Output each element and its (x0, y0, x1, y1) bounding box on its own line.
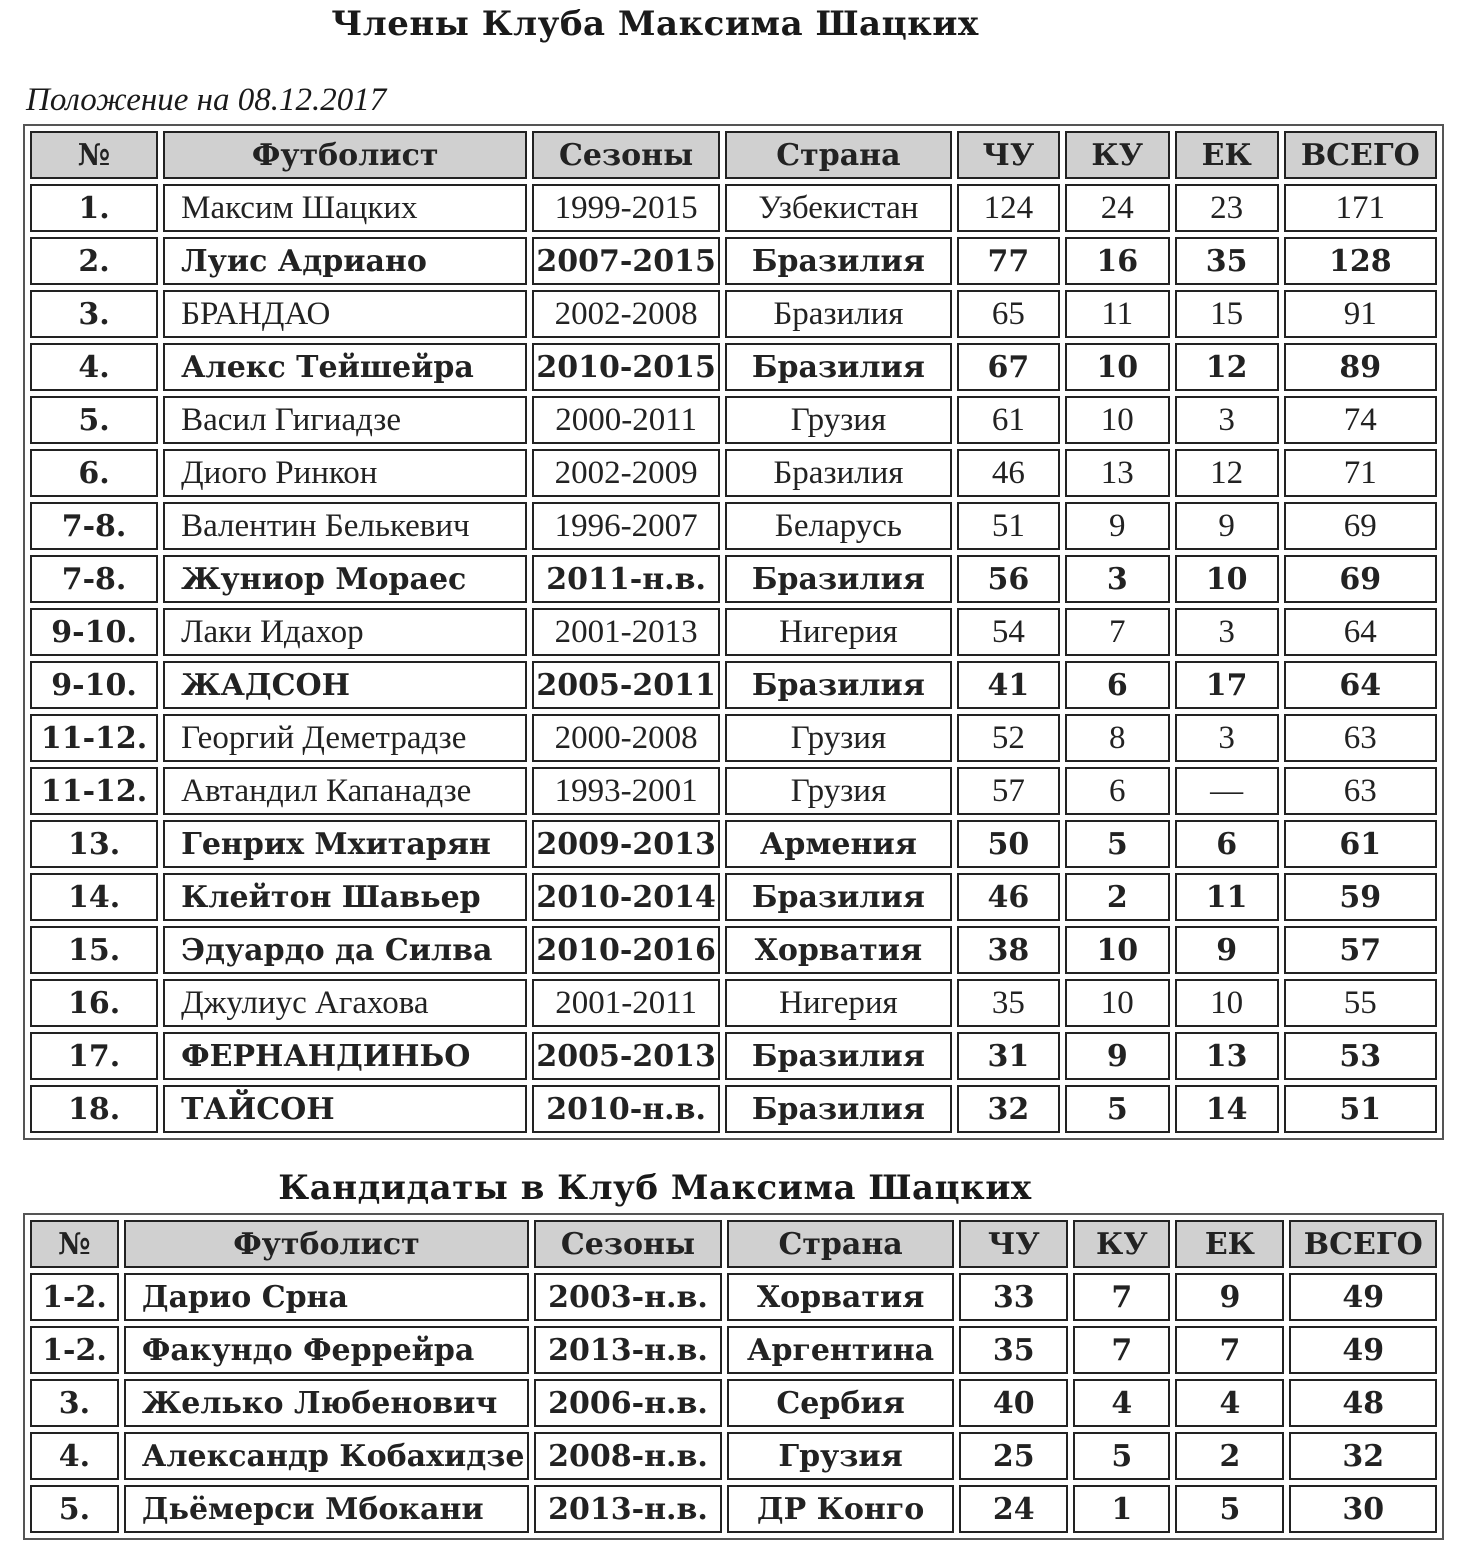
cell-chu: 32 (957, 1085, 1060, 1133)
cell-chu: 67 (957, 343, 1060, 391)
cell-country: ДР Конго (727, 1485, 954, 1533)
cell-country: Нигерия (725, 979, 952, 1027)
cell-chu: 56 (957, 555, 1060, 603)
cell-number: 7-8. (30, 555, 158, 603)
cell-ek: 9 (1175, 1273, 1284, 1321)
table-row (30, 1326, 1437, 1374)
cell-ku: 5 (1065, 820, 1170, 868)
status-date: Положение на 08.12.2017 (26, 82, 387, 118)
cell-player: Алекс Тейшейра (163, 343, 527, 391)
cell-ku: 24 (1065, 184, 1170, 232)
cell-ek: 3 (1175, 608, 1279, 656)
cell-ku: 13 (1065, 449, 1170, 497)
table-row (30, 714, 1437, 762)
cell-ek: 12 (1175, 449, 1279, 497)
cell-number: 17. (30, 1032, 158, 1080)
cell-player: Джулиус Агахова (163, 979, 527, 1027)
cell-player: Факундо Феррейра (124, 1326, 529, 1374)
header-ku: КУ (1073, 1220, 1170, 1268)
cell-player: Луис Адриано (163, 237, 527, 285)
header-ku: КУ (1065, 131, 1170, 179)
header-ek: ЕК (1175, 1220, 1284, 1268)
table-row (30, 873, 1437, 921)
cell-seasons: 2007-2015 (532, 237, 720, 285)
cell-ek: 3 (1175, 396, 1279, 444)
cell-ku: 9 (1065, 1032, 1170, 1080)
cell-number: 13. (30, 820, 158, 868)
header-number: № (30, 131, 158, 179)
cell-chu: 52 (957, 714, 1060, 762)
candidates-table (23, 1213, 1444, 1540)
cell-player: БРАНДАО (163, 290, 527, 338)
cell-total: 57 (1284, 926, 1437, 974)
table-row (30, 608, 1437, 656)
cell-seasons: 2008-н.в. (534, 1432, 722, 1480)
cell-ek: 3 (1175, 714, 1279, 762)
cell-seasons: 2003-н.в. (534, 1273, 722, 1321)
members-table (23, 124, 1444, 1140)
cell-ek: 23 (1175, 184, 1279, 232)
cell-seasons: 2006-н.в. (534, 1379, 722, 1427)
cell-ek: 9 (1175, 502, 1279, 550)
cell-ku: 7 (1065, 608, 1170, 656)
cell-ku: 8 (1065, 714, 1170, 762)
cell-ek: 17 (1175, 661, 1279, 709)
cell-ek: 2 (1175, 1432, 1284, 1480)
cell-player: Васил Гигиадзе (163, 396, 527, 444)
cell-total: 51 (1284, 1085, 1437, 1133)
cell-total: 89 (1284, 343, 1437, 391)
cell-country: Армения (725, 820, 952, 868)
cell-player: Валентин Белькевич (163, 502, 527, 550)
cell-number: 1-2. (30, 1326, 119, 1374)
cell-ek: 10 (1175, 979, 1279, 1027)
cell-ku: 1 (1073, 1485, 1170, 1533)
cell-seasons: 2013-н.в. (534, 1326, 722, 1374)
cell-player: Автандил Капанадзе (163, 767, 527, 815)
cell-total: 91 (1284, 290, 1437, 338)
cell-player: ТАЙСОН (163, 1085, 527, 1133)
cell-total: 64 (1284, 608, 1437, 656)
cell-ku: 3 (1065, 555, 1170, 603)
cell-ku: 4 (1073, 1379, 1170, 1427)
header-player: Футболист (163, 131, 527, 179)
cell-number: 5. (30, 1485, 119, 1533)
cell-ek: 10 (1175, 555, 1279, 603)
cell-chu: 35 (957, 979, 1060, 1027)
cell-number: 7-8. (30, 502, 158, 550)
cell-country: Хорватия (725, 926, 952, 974)
cell-total: 48 (1289, 1379, 1437, 1427)
cell-player: Эдуардо да Силва (163, 926, 527, 974)
cell-country: Грузия (725, 396, 952, 444)
cell-total: 128 (1284, 237, 1437, 285)
page-title: Члены Клуба Максима Шацких (331, 4, 979, 44)
cell-player: ФЕРНАНДИНЬО (163, 1032, 527, 1080)
cell-number: 11-12. (30, 714, 158, 762)
cell-country: Бразилия (725, 873, 952, 921)
cell-seasons: 2001-2011 (532, 979, 720, 1027)
cell-seasons: 2002-2009 (532, 449, 720, 497)
table-row (30, 979, 1437, 1027)
cell-chu: 38 (957, 926, 1060, 974)
table-row (30, 1273, 1437, 1321)
cell-total: 171 (1284, 184, 1437, 232)
cell-ku: 2 (1065, 873, 1170, 921)
cell-chu: 41 (957, 661, 1060, 709)
cell-total: 55 (1284, 979, 1437, 1027)
members-header-row (30, 131, 1437, 179)
cell-player: Дарио Срна (124, 1273, 529, 1321)
cell-number: 3. (30, 290, 158, 338)
table-row (30, 449, 1437, 497)
header-total: ВСЕГО (1284, 131, 1437, 179)
candidates-title: Кандидаты в Клуб Максима Шацких (278, 1168, 1032, 1208)
cell-seasons: 2005-2013 (532, 1032, 720, 1080)
cell-seasons: 2000-2011 (532, 396, 720, 444)
cell-ek: 7 (1175, 1326, 1284, 1374)
cell-number: 16. (30, 979, 158, 1027)
cell-seasons: 1993-2001 (532, 767, 720, 815)
cell-country: Грузия (727, 1432, 954, 1480)
header-chu: ЧУ (957, 131, 1060, 179)
cell-player: Георгий Деметрадзе (163, 714, 527, 762)
cell-seasons: 1996-2007 (532, 502, 720, 550)
candidates-header-row (30, 1220, 1437, 1268)
cell-seasons: 2000-2008 (532, 714, 720, 762)
cell-country: Бразилия (725, 237, 952, 285)
cell-ku: 6 (1065, 661, 1170, 709)
cell-total: 64 (1284, 661, 1437, 709)
table-row (30, 1379, 1437, 1427)
header-player: Футболист (124, 1220, 529, 1268)
cell-total: 63 (1284, 714, 1437, 762)
cell-country: Бразилия (725, 1032, 952, 1080)
cell-number: 18. (30, 1085, 158, 1133)
header-country: Страна (727, 1220, 954, 1268)
header-seasons: Сезоны (534, 1220, 722, 1268)
cell-seasons: 2011-н.в. (532, 555, 720, 603)
cell-ek: 13 (1175, 1032, 1279, 1080)
cell-seasons: 1999-2015 (532, 184, 720, 232)
cell-seasons: 2002-2008 (532, 290, 720, 338)
header-seasons: Сезоны (532, 131, 720, 179)
cell-total: 61 (1284, 820, 1437, 868)
cell-player: Максим Шацких (163, 184, 527, 232)
cell-ku: 10 (1065, 926, 1170, 974)
cell-number: 4. (30, 1432, 119, 1480)
cell-number: 2. (30, 237, 158, 285)
table-row (30, 1432, 1437, 1480)
table-row (30, 767, 1437, 815)
cell-chu: 46 (957, 449, 1060, 497)
cell-number: 14. (30, 873, 158, 921)
cell-chu: 57 (957, 767, 1060, 815)
cell-chu: 77 (957, 237, 1060, 285)
cell-player: Генрих Мхитарян (163, 820, 527, 868)
table-row (30, 1485, 1437, 1533)
cell-player: Диого Ринкон (163, 449, 527, 497)
cell-total: 32 (1289, 1432, 1437, 1480)
table-row (30, 820, 1437, 868)
cell-seasons: 2009-2013 (532, 820, 720, 868)
cell-country: Бразилия (725, 661, 952, 709)
cell-seasons: 2010-2014 (532, 873, 720, 921)
cell-player: ЖАДСОН (163, 661, 527, 709)
cell-country: Грузия (725, 767, 952, 815)
cell-number: 6. (30, 449, 158, 497)
cell-country: Бразилия (725, 555, 952, 603)
cell-number: 3. (30, 1379, 119, 1427)
cell-chu: 65 (957, 290, 1060, 338)
cell-number: 9-10. (30, 608, 158, 656)
cell-ku: 5 (1073, 1432, 1170, 1480)
table-row (30, 184, 1437, 232)
table-row (30, 343, 1437, 391)
cell-country: Сербия (727, 1379, 954, 1427)
cell-player: Дьёмерси Мбокани (124, 1485, 529, 1533)
cell-chu: 31 (957, 1032, 1060, 1080)
table-row (30, 1032, 1437, 1080)
cell-ek: 14 (1175, 1085, 1279, 1133)
cell-ku: 7 (1073, 1273, 1170, 1321)
cell-chu: 46 (957, 873, 1060, 921)
cell-country: Хорватия (727, 1273, 954, 1321)
cell-ku: 10 (1065, 343, 1170, 391)
cell-country: Узбекистан (725, 184, 952, 232)
table-row (30, 661, 1437, 709)
cell-ek: 9 (1175, 926, 1279, 974)
cell-ku: 5 (1065, 1085, 1170, 1133)
cell-total: 69 (1284, 555, 1437, 603)
table-row (30, 1085, 1437, 1133)
cell-ku: 9 (1065, 502, 1170, 550)
cell-ek: — (1175, 767, 1279, 815)
cell-player: Жуниор Мораес (163, 555, 527, 603)
cell-number: 5. (30, 396, 158, 444)
cell-ku: 10 (1065, 396, 1170, 444)
header-chu: ЧУ (959, 1220, 1068, 1268)
cell-number: 11-12. (30, 767, 158, 815)
cell-ku: 7 (1073, 1326, 1170, 1374)
cell-chu: 35 (959, 1326, 1068, 1374)
header-total: ВСЕГО (1289, 1220, 1437, 1268)
table-row (30, 502, 1437, 550)
cell-chu: 25 (959, 1432, 1068, 1480)
cell-chu: 54 (957, 608, 1060, 656)
cell-player: Клейтон Шавьер (163, 873, 527, 921)
cell-total: 74 (1284, 396, 1437, 444)
header-number: № (30, 1220, 119, 1268)
header-ek: ЕК (1175, 131, 1279, 179)
cell-country: Бразилия (725, 1085, 952, 1133)
table-row (30, 396, 1437, 444)
cell-chu: 61 (957, 396, 1060, 444)
cell-seasons: 2013-н.в. (534, 1485, 722, 1533)
cell-ku: 10 (1065, 979, 1170, 1027)
cell-country: Нигерия (725, 608, 952, 656)
cell-seasons: 2005-2011 (532, 661, 720, 709)
cell-country: Аргентина (727, 1326, 954, 1374)
cell-seasons: 2010-2016 (532, 926, 720, 974)
cell-player: Желько Любенович (124, 1379, 529, 1427)
cell-total: 30 (1289, 1485, 1437, 1533)
cell-country: Бразилия (725, 290, 952, 338)
cell-number: 1. (30, 184, 158, 232)
cell-number: 9-10. (30, 661, 158, 709)
cell-ek: 4 (1175, 1379, 1284, 1427)
cell-ek: 6 (1175, 820, 1279, 868)
cell-total: 69 (1284, 502, 1437, 550)
cell-total: 49 (1289, 1326, 1437, 1374)
cell-country: Бразилия (725, 449, 952, 497)
cell-total: 49 (1289, 1273, 1437, 1321)
cell-chu: 124 (957, 184, 1060, 232)
cell-number: 15. (30, 926, 158, 974)
cell-ek: 15 (1175, 290, 1279, 338)
cell-ek: 11 (1175, 873, 1279, 921)
table-row (30, 237, 1437, 285)
cell-chu: 33 (959, 1273, 1068, 1321)
cell-ek: 5 (1175, 1485, 1284, 1533)
cell-country: Бразилия (725, 343, 952, 391)
cell-country: Беларусь (725, 502, 952, 550)
cell-chu: 40 (959, 1379, 1068, 1427)
cell-player: Лаки Идахор (163, 608, 527, 656)
cell-seasons: 2010-2015 (532, 343, 720, 391)
cell-total: 59 (1284, 873, 1437, 921)
cell-ku: 11 (1065, 290, 1170, 338)
cell-country: Грузия (725, 714, 952, 762)
cell-chu: 50 (957, 820, 1060, 868)
cell-seasons: 2010-н.в. (532, 1085, 720, 1133)
cell-seasons: 2001-2013 (532, 608, 720, 656)
table-row (30, 290, 1437, 338)
cell-number: 4. (30, 343, 158, 391)
cell-total: 63 (1284, 767, 1437, 815)
cell-total: 71 (1284, 449, 1437, 497)
cell-total: 53 (1284, 1032, 1437, 1080)
header-country: Страна (725, 131, 952, 179)
cell-player: Александр Кобахидзе (124, 1432, 529, 1480)
cell-ku: 6 (1065, 767, 1170, 815)
cell-chu: 24 (959, 1485, 1068, 1533)
cell-ku: 16 (1065, 237, 1170, 285)
cell-chu: 51 (957, 502, 1060, 550)
cell-ek: 35 (1175, 237, 1279, 285)
table-row (30, 555, 1437, 603)
cell-number: 1-2. (30, 1273, 119, 1321)
cell-ek: 12 (1175, 343, 1279, 391)
table-row (30, 926, 1437, 974)
